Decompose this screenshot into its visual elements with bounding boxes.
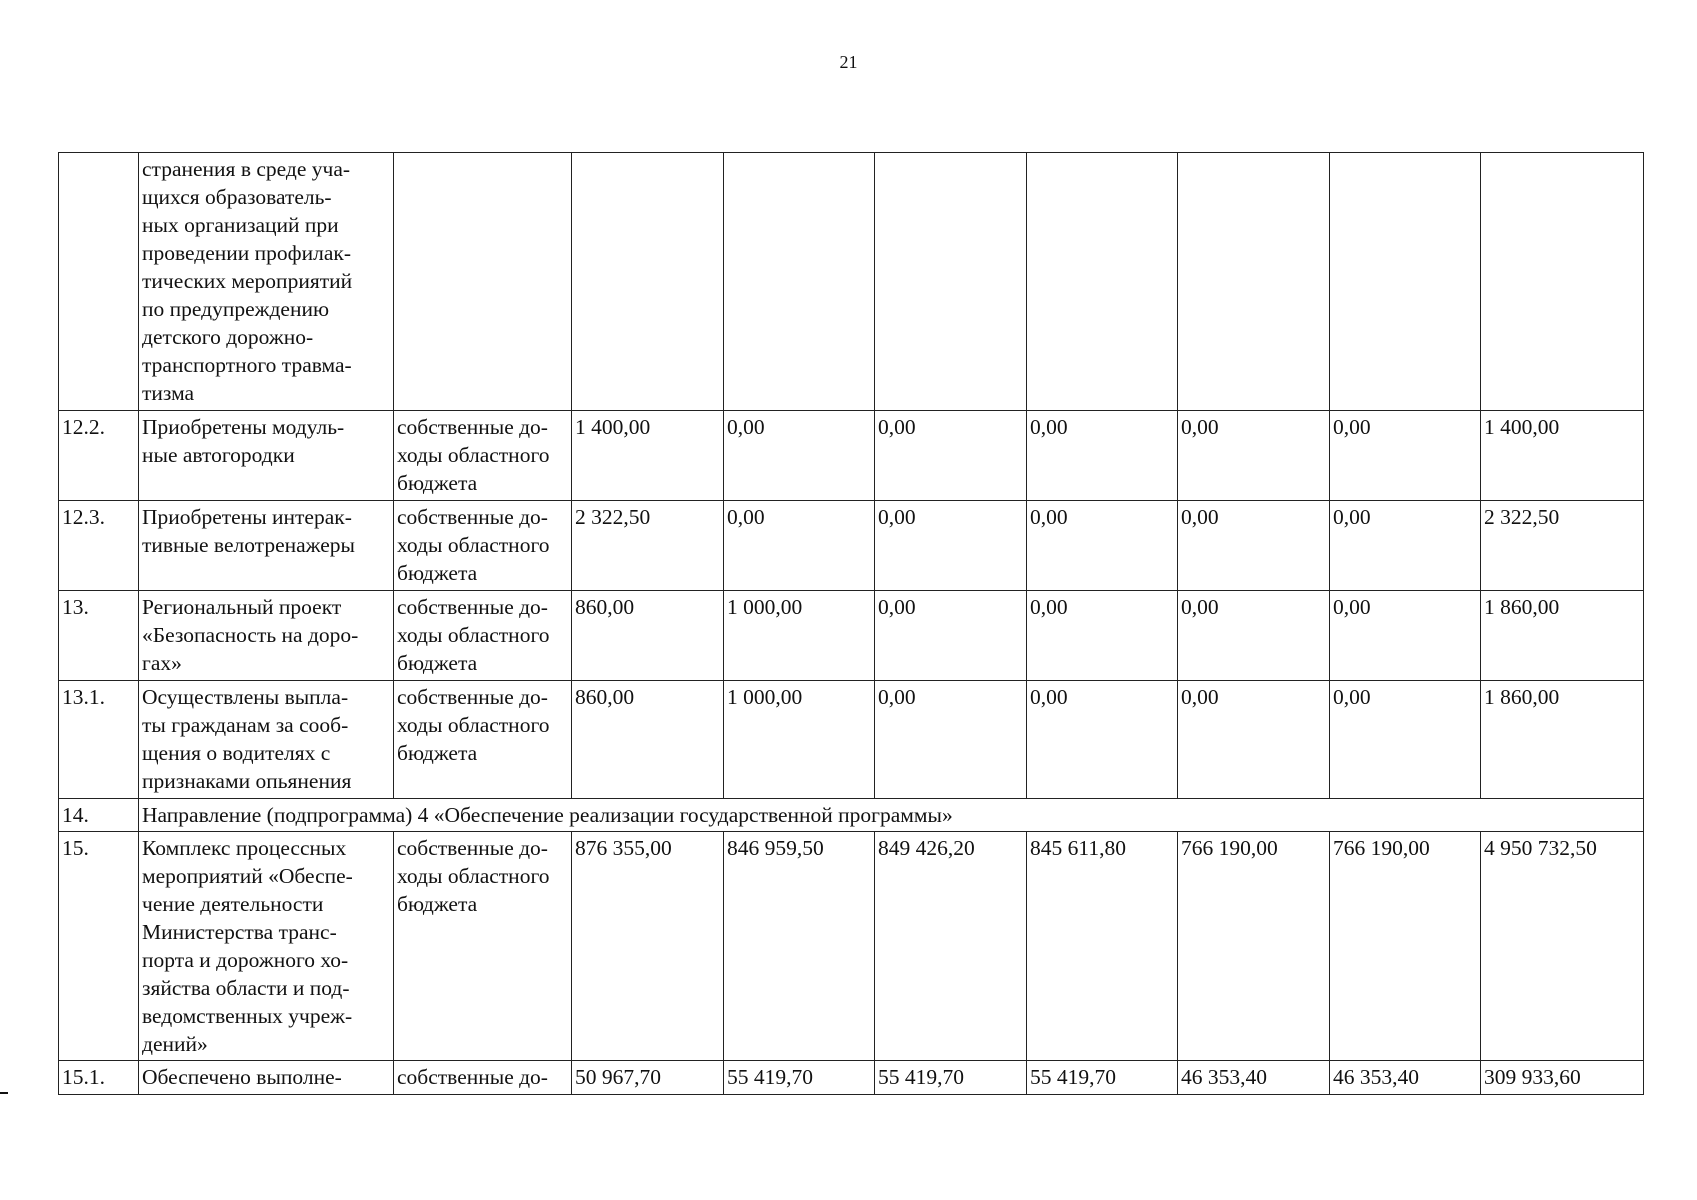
row-number-cell: 12.3. bbox=[59, 501, 139, 591]
measure-name-cell: Региональный проект «Безопасность на доро- гах» bbox=[139, 591, 394, 681]
amount-cell: 860,00 bbox=[572, 591, 724, 681]
amount-cell bbox=[572, 153, 724, 411]
funding-source-cell: собственные до- ходы областного бюджета bbox=[394, 411, 572, 501]
amount-cell: 0,00 bbox=[875, 501, 1027, 591]
amount-cell: 876 355,00 bbox=[572, 832, 724, 1061]
amount-cell: 1 000,00 bbox=[724, 591, 875, 681]
amount-cell: 0,00 bbox=[1330, 411, 1481, 501]
funding-source-cell: собственные до- ходы областного бюджета bbox=[394, 832, 572, 1061]
funding-source-cell: собственные до- ходы областного бюджета bbox=[394, 591, 572, 681]
measure-name-cell: Обеспечено выполне- bbox=[139, 1061, 394, 1095]
funding-source-cell: собственные до- bbox=[394, 1061, 572, 1095]
amount-cell: 55 419,70 bbox=[875, 1061, 1027, 1095]
amount-cell: 50 967,70 bbox=[572, 1061, 724, 1095]
table-row bbox=[59, 153, 1644, 411]
table-row bbox=[59, 411, 1644, 501]
amount-cell: 55 419,70 bbox=[724, 1061, 875, 1095]
measure-name-cell: странения в среде уча- щихся образователь- ных организаций при проведении профилак- тических мероприятий по предупреждению детского дорожно- транспортного травма- тизма bbox=[139, 153, 394, 411]
amount-cell: 0,00 bbox=[875, 411, 1027, 501]
budget-table bbox=[58, 152, 1644, 1095]
amount-cell bbox=[1027, 153, 1178, 411]
amount-cell bbox=[875, 153, 1027, 411]
row-number-cell: 13.1. bbox=[59, 681, 139, 799]
table-row bbox=[59, 501, 1644, 591]
table-row bbox=[59, 591, 1644, 681]
amount-cell: 0,00 bbox=[1178, 681, 1330, 799]
amount-cell: 0,00 bbox=[1178, 591, 1330, 681]
row-number-cell bbox=[59, 153, 139, 411]
row-number-cell: 14. bbox=[59, 799, 139, 832]
measure-name-cell: Приобретены интерак- тивные велотренажеры bbox=[139, 501, 394, 591]
amount-cell: 766 190,00 bbox=[1178, 832, 1330, 1061]
amount-cell: 0,00 bbox=[724, 501, 875, 591]
row-number-cell: 15.1. bbox=[59, 1061, 139, 1095]
page-number: 21 bbox=[839, 52, 858, 72]
amount-cell: 766 190,00 bbox=[1330, 832, 1481, 1061]
amount-cell: 1 400,00 bbox=[572, 411, 724, 501]
margin-mark bbox=[0, 1092, 8, 1094]
measure-name-cell: Осуществлены выпла- ты гражданам за сооб- щения о водителях с признаками опьянения bbox=[139, 681, 394, 799]
funding-source-cell: собственные до- ходы областного бюджета bbox=[394, 681, 572, 799]
table-row bbox=[59, 1061, 1644, 1095]
amount-cell: 846 959,50 bbox=[724, 832, 875, 1061]
amount-cell: 0,00 bbox=[1027, 681, 1178, 799]
amount-cell: 0,00 bbox=[1330, 681, 1481, 799]
amount-cell: 0,00 bbox=[1027, 501, 1178, 591]
total-amount-cell bbox=[1481, 153, 1644, 411]
amount-cell: 46 353,40 bbox=[1178, 1061, 1330, 1095]
direction-cell: Направление (подпрограмма) 4 «Обеспечение реализации государственной программы» bbox=[139, 799, 1644, 832]
amount-cell: 0,00 bbox=[1027, 591, 1178, 681]
table-row bbox=[59, 832, 1644, 1061]
amount-cell: 0,00 bbox=[1178, 411, 1330, 501]
amount-cell: 0,00 bbox=[1330, 591, 1481, 681]
row-number-cell: 12.2. bbox=[59, 411, 139, 501]
amount-cell: 0,00 bbox=[724, 411, 875, 501]
total-amount-cell: 1 400,00 bbox=[1481, 411, 1644, 501]
amount-cell: 0,00 bbox=[1027, 411, 1178, 501]
amount-cell: 0,00 bbox=[875, 591, 1027, 681]
funding-source-cell: собственные до- ходы областного бюджета bbox=[394, 501, 572, 591]
amount-cell bbox=[1178, 153, 1330, 411]
amount-cell: 0,00 bbox=[1178, 501, 1330, 591]
amount-cell: 1 000,00 bbox=[724, 681, 875, 799]
amount-cell: 46 353,40 bbox=[1330, 1061, 1481, 1095]
amount-cell: 845 611,80 bbox=[1027, 832, 1178, 1061]
row-number-cell: 15. bbox=[59, 832, 139, 1061]
amount-cell bbox=[1330, 153, 1481, 411]
row-number-cell: 13. bbox=[59, 591, 139, 681]
amount-cell: 849 426,20 bbox=[875, 832, 1027, 1061]
table-row bbox=[59, 799, 1644, 832]
total-amount-cell: 1 860,00 bbox=[1481, 681, 1644, 799]
table-row bbox=[59, 681, 1644, 799]
measure-name-cell: Приобретены модуль- ные автогородки bbox=[139, 411, 394, 501]
amount-cell: 860,00 bbox=[572, 681, 724, 799]
amount-cell: 0,00 bbox=[1330, 501, 1481, 591]
amount-cell: 2 322,50 bbox=[572, 501, 724, 591]
total-amount-cell: 309 933,60 bbox=[1481, 1061, 1644, 1095]
measure-name-cell: Комплекс процессных мероприятий «Обеспе- чение деятельности Министерства транс- порта и дорожного хо- зяйства области и под- ведомственных учреж- дений» bbox=[139, 832, 394, 1061]
funding-source-cell bbox=[394, 153, 572, 411]
amount-cell bbox=[724, 153, 875, 411]
amount-cell: 0,00 bbox=[875, 681, 1027, 799]
total-amount-cell: 2 322,50 bbox=[1481, 501, 1644, 591]
total-amount-cell: 1 860,00 bbox=[1481, 591, 1644, 681]
total-amount-cell: 4 950 732,50 bbox=[1481, 832, 1644, 1061]
amount-cell: 55 419,70 bbox=[1027, 1061, 1178, 1095]
